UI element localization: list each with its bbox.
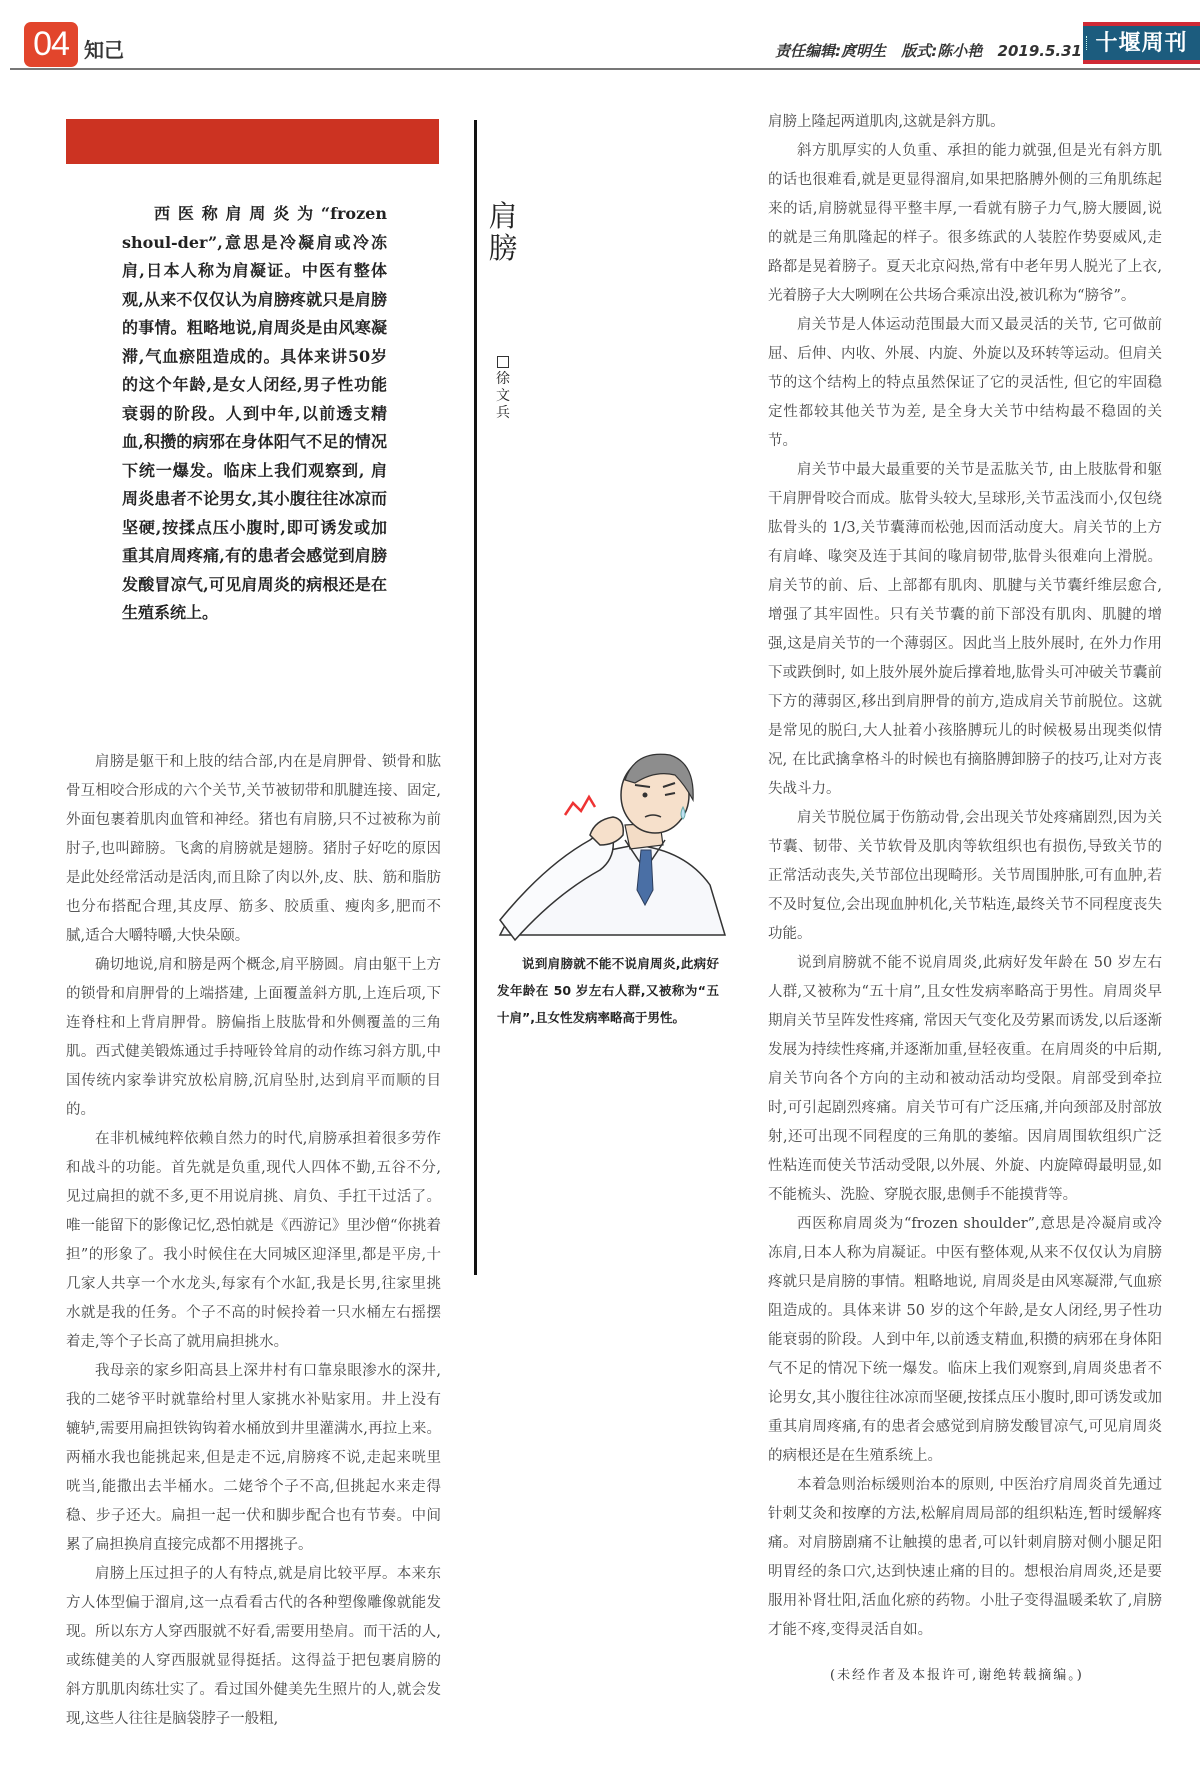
title-char: 膀 xyxy=(488,231,518,265)
author-byline xyxy=(494,356,512,422)
author-char: 兵 xyxy=(496,405,510,421)
paragraph: 肩膀上压过担子的人有特点,就是肩比较平厚。本来东方人体型偏于溜肩,这一点看看古代的各种塑像雕像就能发现。所以东方人穿西服就不好看,需要用垫肩。而干活的人,或练健美的人穿西服就显得挺括。这得益于把包裹肩膀的斜方肌肌肉练壮实了。看过国外健美先生照片的人,就会发现,这些人往往是脑袋脖子一般粗, xyxy=(66,1566,441,1727)
article-column-right xyxy=(768,108,1162,1645)
author-char: 徐 xyxy=(496,371,510,387)
editor-credits xyxy=(765,40,1082,61)
article-column-left xyxy=(66,748,441,1734)
copyright-notice: (未经作者及本报许可,谢绝转载摘编。) xyxy=(830,1668,1084,1683)
logo-text: 十堰周刊 xyxy=(1095,30,1188,56)
illustration-caption: 说到肩膀就不能不说肩周炎,此病好发年龄在 50 岁左右人群,又被称为“五十肩”,且女性发病率略高于男性。 xyxy=(497,956,719,1025)
newspaper-logo xyxy=(1083,22,1200,64)
logo-decoration xyxy=(1086,36,1089,50)
paragraph: 本着急则治标缓则治本的原则, 中医治疗肩周炎首先通过针刺艾灸和按摩的方法,松解肩周局部的组织粘连,暂时缓解疼痛。对肩膀剧痛不让触摸的患者,可以针刺肩膀对侧小腿足阳明胃经的条口穴,达到快速止痛的目的。想根治肩周炎,还是要服用补肾壮阳,活血化瘀的药物。小肚子变得温暖柔软了,肩膀才能不疼,变得灵活自如。 xyxy=(768,1477,1162,1638)
paragraph: 说到肩膀就不能不说肩周炎,此病好发年龄在 50 岁左右人群,又被称为“五十肩”,且女性发病率略高于男性。肩周炎早期肩关节呈阵发性疼痛, 常因天气变化及劳累而诱发,以后逐渐发展为持续性疼痛,并逐渐加重,昼轻夜重。在肩周炎的中后期, 肩关节向各个方向的主动和被动活动均受限。肩部受到牵拉时,可引起剧烈疼痛。肩关节可有广泛压痛,并向颈部及肘部放射,还可出现不同程度的三角肌的萎缩。因肩周围软组织广泛性粘连而使关节活动受限,以外展、外旋、内旋障碍最明显,如不能梳头、洗脸、穿脱衣服,患侧手不能摸背等。 xyxy=(768,955,1162,1203)
paragraph: 西医称肩周炎为“frozen shoulder”,意思是冷凝肩或冷冻肩,日本人称为肩凝证。中医有整体观,从来不仅仅认为肩膀疼就只是肩膀的事情。粗略地说, 肩周炎是由风寒凝滞,气血瘀阻造成的。具体来讲 50 岁的这个年龄,是女人闭经,男子性功能衰弱的阶段。人到中年,以前透支精血,积攒的病邪在身体阳气不足的情况下统一爆发。临床上我们观察到,肩周炎患者不论男女,其小腹往往冰凉而坚硬,按揉点压小腹时,即可诱发或加重其肩周疼痛,有的患者会感觉到肩膀发酸冒凉气,可见肩周炎的病根还是在生殖系统上。 xyxy=(768,1216,1162,1464)
byline-square-icon xyxy=(497,356,509,368)
eye xyxy=(643,793,648,798)
paragraph: 在非机械纯粹依赖自然力的时代,肩膀承担着很多劳作和战斗的功能。首先就是负重,现代人四体不勤,五谷不分,见过扁担的就不多,更不用说肩挑、肩负、手扛干过活了。唯一能留下的影像记忆,恐怕就是《西游记》里沙僧“你挑着担”的形象了。我小时候住在大同城区迎泽里,都是平房,十几家人共享一个水龙头,每家有个水缸,我是长男,往家里挑水就是我的任务。个子不高的时候拎着一只水桶左右摇摆着走,等个子长高了就用扁担挑水。 xyxy=(66,1131,441,1350)
paragraph: 肩膀上隆起两道肌肉,这就是斜方肌。 xyxy=(768,114,1005,130)
paragraph: 我母亲的家乡阳高县上深井村有口靠泉眼渗水的深井, 我的二姥爷平时就靠给村里人家挑水补贴家用。井上没有辘轳,需要用扁担铁钩钩着水桶放到井里灌满水,再拉上来。两桶水我也能挑起来,但是走不远,肩膀疼不说,走起来咣里咣当,能撒出去半桶水。二姥爷个子不高,但挑起水来走得稳、步子还大。扁担一起一伏和脚步配合也有节奏。中间累了扁担换肩直接完成都不用撂挑子。 xyxy=(66,1363,441,1553)
issue-date: 2019.5.31 xyxy=(997,42,1082,60)
paragraph: 肩关节是人体运动范围最大而又最灵活的关节, 它可做前屈、后伸、内收、外展、内旋、外旋以及环转等运动。但肩关节的这个结构上的特点虽然保证了它的灵活性, 但它的牢固稳定性都较其他关节为差, 是全身大关节中结构最不稳固的关节。 xyxy=(768,317,1162,449)
title-char: 肩 xyxy=(488,199,518,233)
intro-red-bar xyxy=(66,119,439,164)
page-number-badge: 04 xyxy=(24,22,78,67)
author-char: 文 xyxy=(496,388,510,404)
section-name: 知己 xyxy=(84,38,124,62)
paragraph: 肩关节中最大最重要的关节是盂肱关节, 由上肢肱骨和躯干肩胛骨咬合而成。肱骨头较大,呈球形,关节盂浅而小,仅包绕肱骨头的 1/3,关节囊薄而松弛,因而活动度大。肩关节的上方有肩峰、喙突及连于其间的喙肩韧带,肱骨头很难向上滑脱。肩关节的前、后、上部都有肌肉、肌腱与关节囊纤维层愈合,增强了其牢固性。只有关节囊的前下部没有肌肉、肌腱的增强,这是肩关节的一个薄弱区。因此当上肢外展时, 在外力作用下或跌倒时, 如上肢外展外旋后撑着地,肱骨头可冲破关节囊前下方的薄弱区,移出到肩胛骨的前方,造成肩关节前脱位。这就是常见的脱臼,大人扯着小孩胳膊玩儿的时候极易出现类似情况, 在比武擒拿格斗的时候也有摘胳膊卸膀子的技巧,让对方丧失战斗力。 xyxy=(768,462,1162,797)
pain-mark-icon xyxy=(565,797,595,815)
paragraph: 肩关节脱位属于伤筋动骨,会出现关节处疼痛剧烈,因为关节囊、韧带、关节软骨及肌肉等软组织也有损伤,导致关节的正常活动丧失,关节部位出现畸形。关节周围肿胀,可有血肿,若不及时复位,会出现血肿机化,关节粘连,最终关节不同程度丧失功能。 xyxy=(768,810,1162,942)
paragraph: 斜方肌厚实的人负重、承担的能力就强,但是光有斜方肌的话也很难看,就是更显得溜肩,如果把胳膊外侧的三角肌练起来的话,肩膀就显得平整丰厚,一看就有膀子力气,膀大腰圆,说的就是三角肌隆起的样子。很多练武的人装腔作势耍威风,走路都是晃着膀子。夏天北京闷热,常有中老年男人脱光了上衣, 光着膀子大大咧咧在公共场合乘凉出没,被讥称为“膀爷”。 xyxy=(768,143,1162,304)
editor-name: 责任编辑:庹明生 xyxy=(775,42,887,60)
layout-designer: 版式:陈小艳 xyxy=(901,42,983,60)
shoulder-pain-illustration xyxy=(495,745,735,945)
article-intro: 西医称肩周炎为“frozen shoul-der”,意思是冷凝肩或冷冻肩,日本人称为肩凝证。中医有整体观,从来不仅仅认为肩膀疼就只是肩膀的事情。粗略地说,肩周炎是由风寒凝滞,气血瘀阻造成的。具体来讲50岁的这个年龄,是女人闭经,男子性功能衰弱的阶段。人到中年,以前透支精血,积攒的病邪在身体阳气不足的情况下统一爆发。临床上我们观察到, 肩周炎患者不论男女,其小腹往往冰凉而坚硬,按揉点压小腹时,即可诱发或加重其肩周疼痛,有的患者会感觉到肩膀发酸冒凉气,可见肩周炎的病根还是在生殖系统上。 xyxy=(122,204,387,622)
paragraph: 确切地说,肩和膀是两个概念,肩平膀圆。肩由躯干上方的锁骨和肩胛骨的上端搭建, 上面覆盖斜方肌,上连后项,下连脊柱和上背肩胛骨。膀偏指上肢肱骨和外侧覆盖的三角肌。西式健美锻炼通过手持哑铃耸肩的动作练习斜方肌,中国传统内家拳讲究放松肩膀,沉肩坠肘,达到肩平而顺的目的。 xyxy=(66,957,441,1118)
article-title xyxy=(485,200,521,264)
hand-on-shoulder xyxy=(590,817,623,845)
column-divider xyxy=(474,120,477,1275)
paragraph: 肩膀是躯干和上肢的结合部,内在是肩胛骨、锁骨和肱骨互相咬合形成的六个关节,关节被韧带和肌腱连接、固定,外面包裹着肌肉血管和神经。猪也有肩膀,只不过被称为前肘子,也叫蹄膀。飞禽的肩膀就是翅膀。猪肘子好吃的原因是此处经常活动是活肉,而且除了肉以外,皮、肤、筋和脂肪也分布搭配合理,其皮厚、筋多、胶质重、瘦肉多,肥而不腻,适合大嚼特嚼,大快朵颐。 xyxy=(66,754,441,944)
header-divider xyxy=(10,68,1200,70)
